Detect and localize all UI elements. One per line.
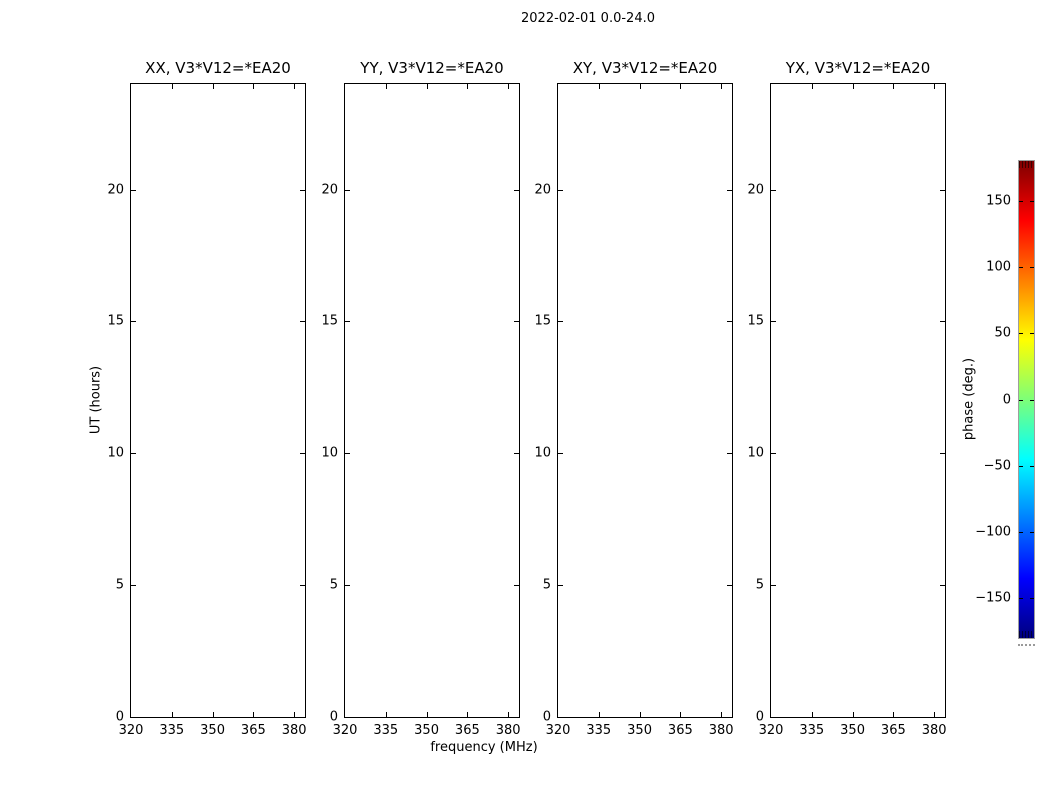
x-tick-mark xyxy=(213,712,214,717)
x-tick-label: 335 xyxy=(373,723,399,738)
colorbar-tick-mark xyxy=(1019,333,1023,334)
x-tick-label: 365 xyxy=(240,723,266,738)
y-tick-mark xyxy=(345,190,350,191)
x-tick-mark xyxy=(680,84,681,89)
colorbar-tick-mark xyxy=(1030,598,1034,599)
x-tick-label: 335 xyxy=(586,723,612,738)
x-tick-mark xyxy=(640,84,641,89)
y-tick-mark xyxy=(345,321,350,322)
x-tick-mark xyxy=(508,84,509,89)
x-tick-mark xyxy=(294,84,295,89)
y-tick-mark xyxy=(345,453,350,454)
colorbar-label: phase (deg.) xyxy=(961,357,977,441)
colorbar-tick-label: −150 xyxy=(975,590,1011,606)
x-tick-mark xyxy=(721,84,722,89)
colorbar-tick-mark xyxy=(1030,400,1034,401)
y-tick-mark xyxy=(771,190,776,191)
y-tick-label: 0 xyxy=(115,709,124,725)
colorbar-tick-mark xyxy=(1019,598,1023,599)
y-tick-label: 20 xyxy=(747,182,764,197)
y-tick-mark xyxy=(771,321,776,322)
colorbar-tick-label: 0 xyxy=(1002,392,1011,407)
y-tick-mark xyxy=(514,321,519,322)
x-tick-mark xyxy=(853,712,854,717)
x-tick-mark xyxy=(172,84,173,89)
x-tick-label: 320 xyxy=(332,723,358,738)
subplot-title: YY, V3*V12=*EA20 xyxy=(360,59,504,77)
colorbar-tick-label: 100 xyxy=(986,259,1011,275)
y-tick-mark xyxy=(300,585,305,586)
y-tick-label: 10 xyxy=(107,445,124,461)
x-tick-label: 350 xyxy=(840,723,865,738)
x-tick-mark xyxy=(253,84,254,89)
x-tick-label: 365 xyxy=(667,723,693,738)
y-tick-mark xyxy=(558,453,563,454)
y-tick-label: 5 xyxy=(115,577,124,593)
x-tick-mark xyxy=(934,712,935,717)
y-tick-mark xyxy=(300,453,305,454)
x-tick-label: 320 xyxy=(118,723,144,738)
y-tick-mark xyxy=(514,585,519,586)
colorbar-tick-label: −50 xyxy=(983,458,1011,474)
x-tick-mark xyxy=(680,712,681,717)
y-tick-label: 5 xyxy=(329,577,338,593)
x-tick-mark xyxy=(508,712,509,717)
x-axis-label: frequency (MHz) xyxy=(430,740,538,755)
x-tick-label: 380 xyxy=(281,723,307,738)
y-tick-mark xyxy=(727,190,732,191)
y-tick-mark xyxy=(727,321,732,322)
colorbar-tick-mark xyxy=(1030,466,1034,467)
y-tick-label: 20 xyxy=(534,182,551,197)
y-tick-mark xyxy=(558,321,563,322)
y-tick-mark xyxy=(345,585,350,586)
x-tick-mark xyxy=(467,712,468,717)
y-tick-mark xyxy=(558,585,563,586)
figure-title: 2022-02-01 0.0-24.0 xyxy=(521,11,655,26)
x-tick-mark xyxy=(213,84,214,89)
x-tick-mark xyxy=(640,712,641,717)
colorbar-tick-mark xyxy=(1030,201,1034,202)
x-tick-label: 350 xyxy=(627,723,652,738)
y-tick-mark xyxy=(771,453,776,454)
x-tick-mark xyxy=(253,712,254,717)
subplot-xy xyxy=(534,59,734,738)
subplot-title: XX, V3*V12=*EA20 xyxy=(145,59,291,77)
x-tick-label: 335 xyxy=(799,723,825,738)
colorbar-underflow-dots xyxy=(1018,644,1035,646)
colorbar-top-hatch xyxy=(1019,161,1034,168)
y-tick-mark xyxy=(727,585,732,586)
x-tick-mark xyxy=(599,712,600,717)
x-tick-label: 320 xyxy=(545,723,571,738)
y-tick-mark xyxy=(940,190,945,191)
x-tick-mark xyxy=(812,712,813,717)
y-tick-mark xyxy=(131,321,136,322)
y-tick-mark xyxy=(558,190,563,191)
colorbar-tick-mark xyxy=(1019,400,1023,401)
y-tick-label: 15 xyxy=(107,313,124,329)
x-tick-label: 335 xyxy=(159,723,185,738)
colorbar xyxy=(975,160,1035,639)
y-tick-mark xyxy=(940,585,945,586)
y-tick-mark xyxy=(131,585,136,586)
y-tick-label: 0 xyxy=(329,709,338,725)
x-tick-mark xyxy=(893,84,894,89)
y-tick-mark xyxy=(131,453,136,454)
x-tick-mark xyxy=(386,712,387,717)
y-tick-label: 5 xyxy=(755,577,764,593)
y-tick-mark xyxy=(131,190,136,191)
colorbar-tick-label: 50 xyxy=(994,325,1011,341)
x-tick-mark xyxy=(853,84,854,89)
colorbar-tick-mark xyxy=(1019,466,1023,467)
x-tick-mark xyxy=(721,712,722,717)
subplot-yy xyxy=(321,59,521,738)
x-tick-mark xyxy=(427,84,428,89)
x-tick-label: 380 xyxy=(495,723,521,738)
y-tick-label: 15 xyxy=(534,313,551,329)
y-tick-label: 20 xyxy=(321,182,338,197)
x-tick-mark xyxy=(386,84,387,89)
x-tick-label: 380 xyxy=(921,723,947,738)
x-tick-mark xyxy=(934,84,935,89)
x-tick-mark xyxy=(172,712,173,717)
x-tick-mark xyxy=(599,84,600,89)
colorbar-tick-mark xyxy=(1030,267,1034,268)
y-tick-label: 0 xyxy=(755,709,764,725)
colorbar-bottom-hatch xyxy=(1019,631,1034,638)
y-tick-label: 15 xyxy=(747,313,764,329)
y-tick-label: 5 xyxy=(542,577,551,593)
x-tick-mark xyxy=(812,84,813,89)
y-tick-mark xyxy=(300,190,305,191)
x-tick-label: 350 xyxy=(414,723,439,738)
colorbar-tick-label: 150 xyxy=(986,193,1011,209)
x-tick-label: 320 xyxy=(758,723,784,738)
y-tick-mark xyxy=(771,585,776,586)
x-tick-mark xyxy=(893,712,894,717)
x-tick-label: 380 xyxy=(708,723,734,738)
subplot-xx xyxy=(107,59,307,738)
colorbar-tick-mark xyxy=(1030,333,1034,334)
colorbar-tick-mark xyxy=(1019,201,1023,202)
x-tick-mark xyxy=(294,712,295,717)
y-tick-mark xyxy=(514,190,519,191)
subplot-yx xyxy=(747,59,947,738)
y-tick-label: 10 xyxy=(534,445,551,461)
y-tick-label: 10 xyxy=(747,445,764,461)
y-tick-mark xyxy=(300,321,305,322)
y-tick-label: 0 xyxy=(542,709,551,725)
y-tick-label: 20 xyxy=(107,182,124,197)
y-tick-mark xyxy=(940,321,945,322)
y-tick-mark xyxy=(727,453,732,454)
colorbar-tick-mark xyxy=(1019,267,1023,268)
subplot-title: YX, V3*V12=*EA20 xyxy=(785,59,931,77)
x-tick-label: 365 xyxy=(880,723,906,738)
y-tick-mark xyxy=(514,453,519,454)
subplot-title: XY, V3*V12=*EA20 xyxy=(572,59,718,77)
x-tick-label: 350 xyxy=(200,723,225,738)
y-tick-label: 15 xyxy=(321,313,338,329)
colorbar-tick-mark xyxy=(1019,532,1023,533)
x-tick-mark xyxy=(467,84,468,89)
colorbar-tick-label: −100 xyxy=(975,524,1011,540)
y-tick-mark xyxy=(940,453,945,454)
x-tick-mark xyxy=(427,712,428,717)
y-axis-label: UT (hours) xyxy=(88,365,104,435)
colorbar-tick-mark xyxy=(1030,532,1034,533)
x-tick-label: 365 xyxy=(454,723,480,738)
y-tick-label: 10 xyxy=(321,445,338,461)
